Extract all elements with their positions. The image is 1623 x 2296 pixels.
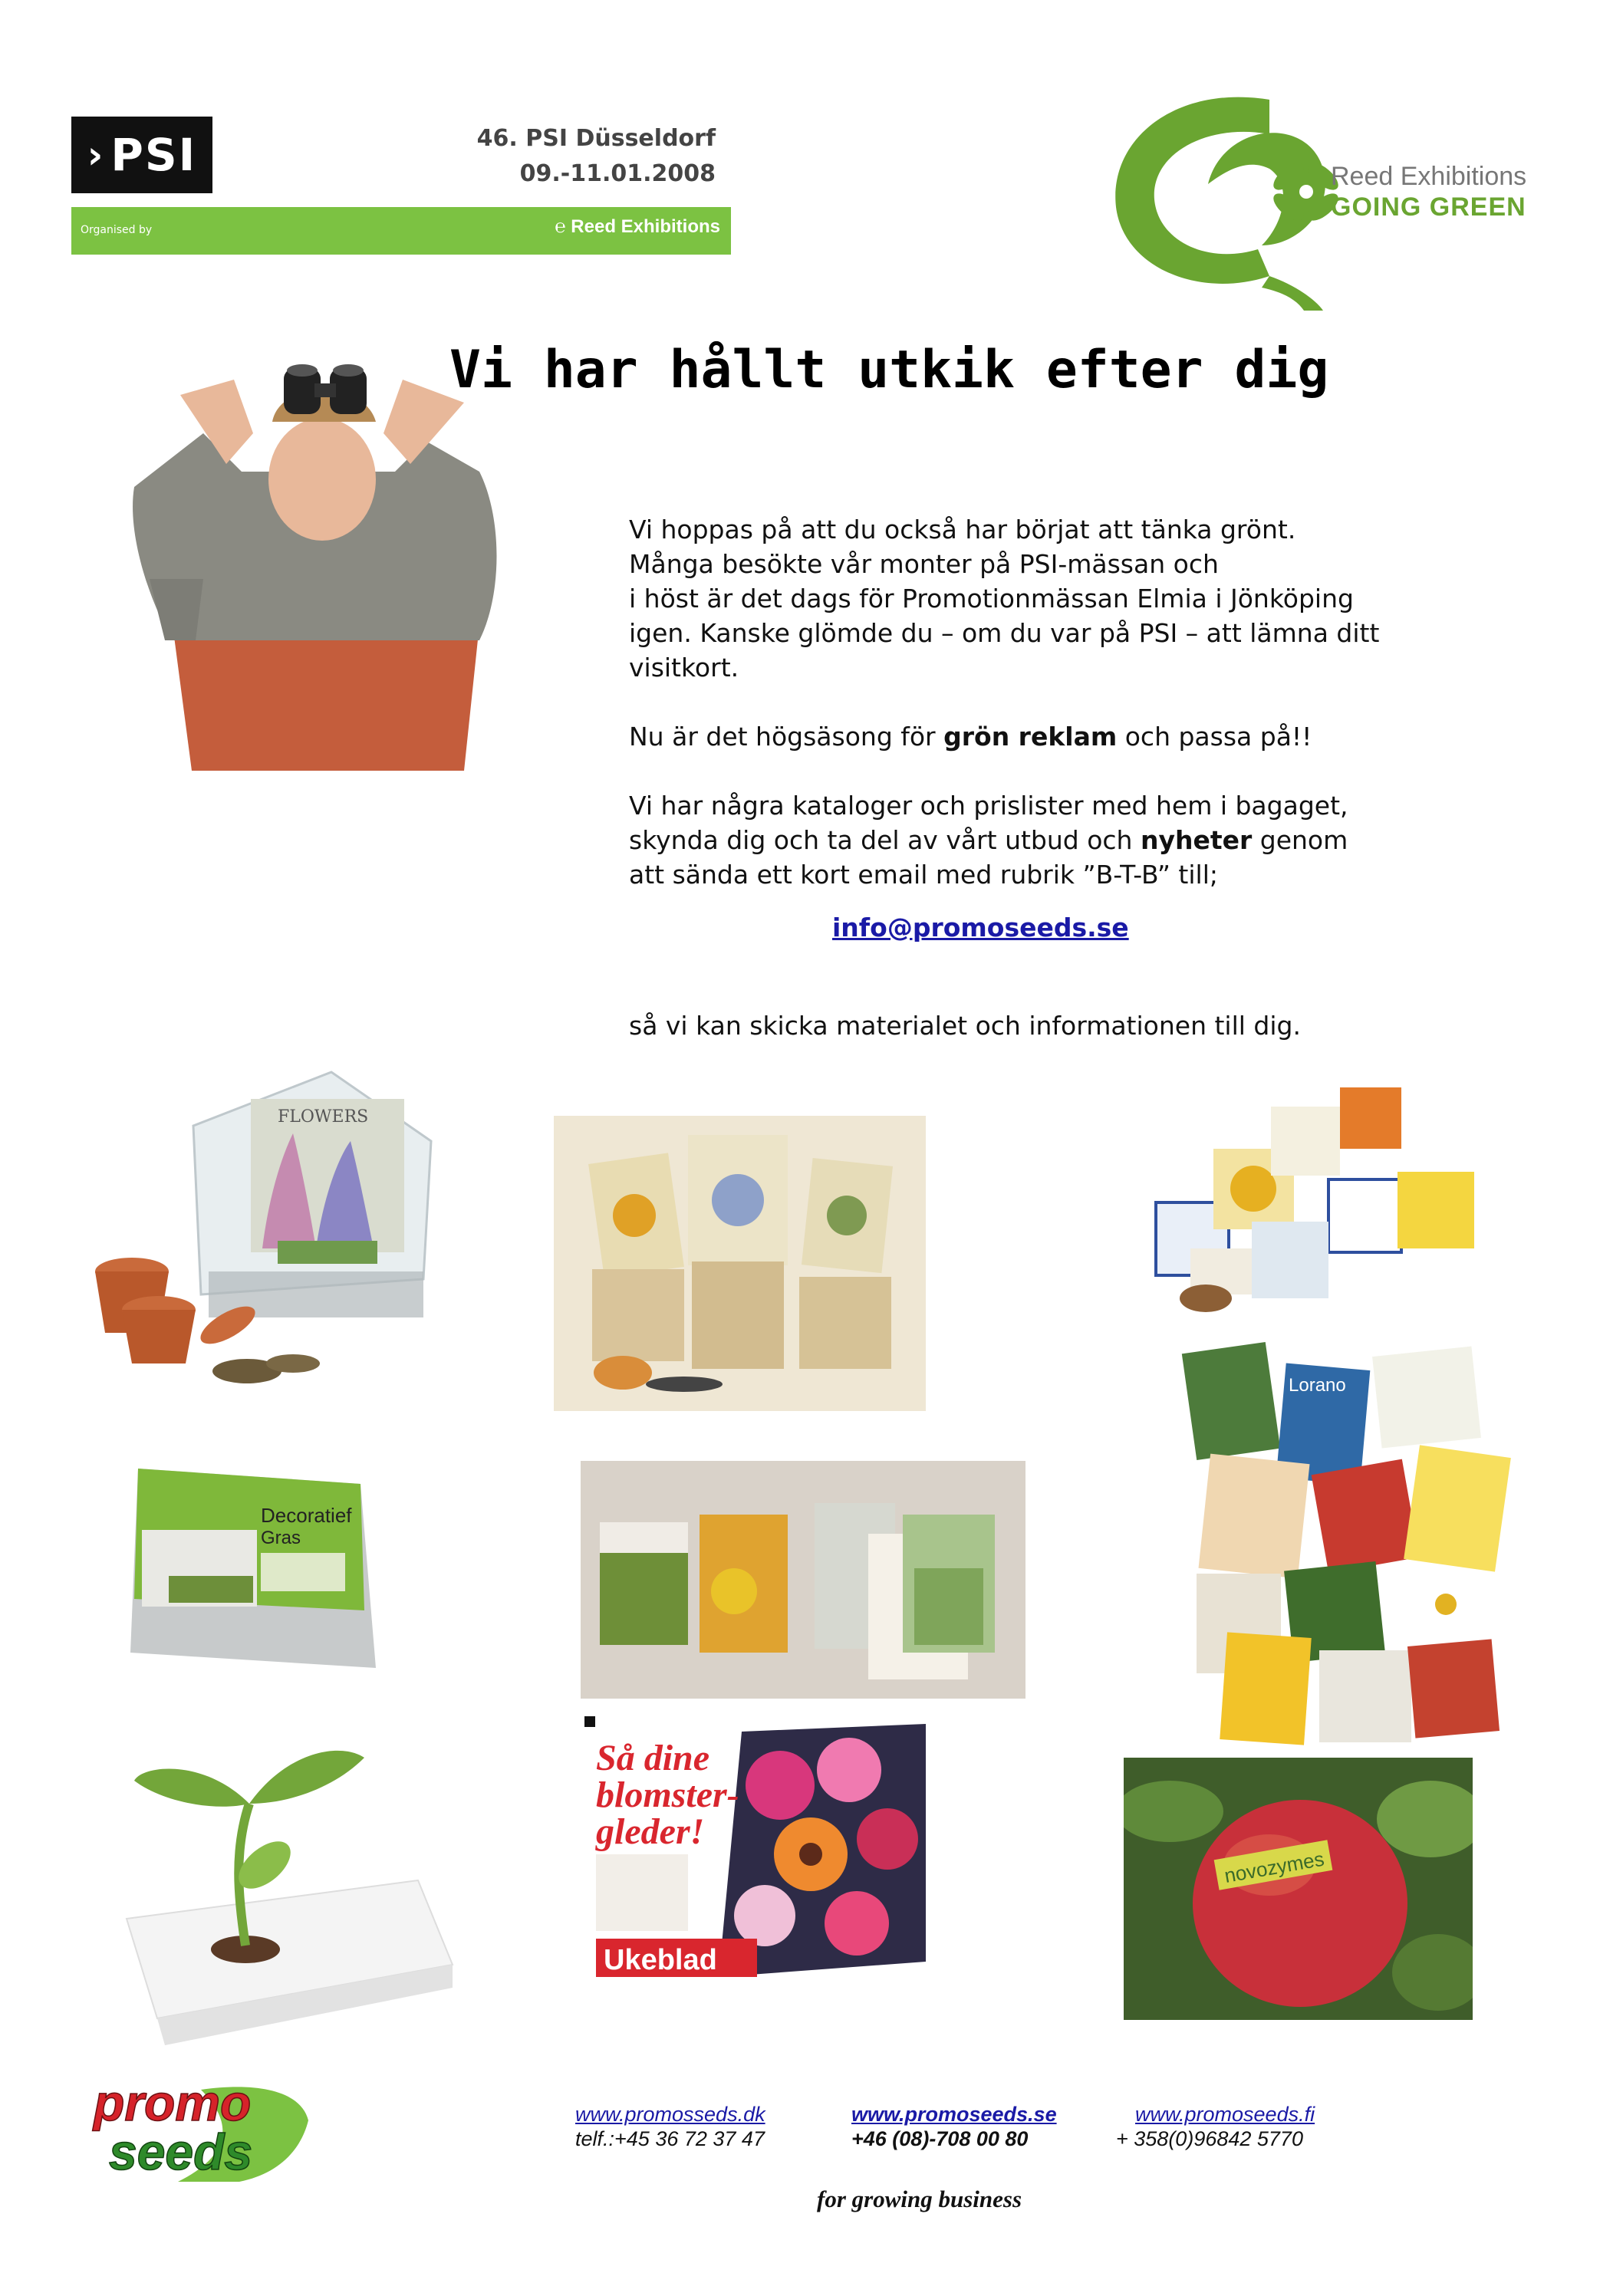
- body-line-green-ads: Nu är det högsäsong för grön reklam och passa på!!: [629, 722, 1312, 752]
- product-branded-apple-image: [1124, 1758, 1473, 2020]
- product-seed-cubes-image: [1144, 1087, 1482, 1317]
- body-line: Vi hoppas på att du också har börjat att tänka grönt.: [629, 515, 1296, 544]
- psi-banner: [71, 113, 731, 255]
- chevron-right-icon: ›: [87, 133, 105, 177]
- psi-event-title: 46. PSI Düsseldorf: [476, 125, 716, 152]
- reed-going-green-text: [1331, 161, 1526, 222]
- psi-green-strip: [71, 207, 731, 255]
- psi-organised-by: Organised by: [81, 224, 153, 236]
- body-line: visitkort.: [629, 653, 739, 683]
- product-seed-packets-image: [1181, 1336, 1511, 1750]
- product-decoratief-gras-image: [123, 1461, 384, 1676]
- product-seed-cans-image: [581, 1461, 1025, 1699]
- going-green-label: GOING GREEN: [1331, 192, 1526, 222]
- product-greenhouse-kit-image: [86, 1049, 462, 1402]
- sa-dine-line3: gleder!: [596, 1811, 705, 1852]
- seeds-logo-text: seeds: [109, 2123, 253, 2180]
- product-seed-boxes-image: [554, 1116, 926, 1411]
- boy-with-binoculars-image: [119, 349, 510, 771]
- psi-logo: [71, 117, 212, 193]
- page-title: Vi har hållt utkik efter dig: [449, 340, 1329, 400]
- decoratief-title: Decoratief: [261, 1504, 352, 1527]
- se-phone: +46 (08)-708 00 80: [851, 2127, 1029, 2150]
- sa-dine-line2: blomster-: [596, 1775, 739, 1815]
- body-line: igen. Kanske glömde du – om du var på PSI – att lämna ditt: [629, 618, 1380, 648]
- fi-phone: + 358(0)96842 5770: [1116, 2127, 1303, 2150]
- body-line: Vi har några kataloger och prislister med hem i bagaget,: [629, 791, 1348, 821]
- body-text: [629, 512, 1511, 892]
- body-line: Många besökte vår monter på PSI-mässan och: [629, 549, 1219, 579]
- dk-website-link[interactable]: www.promosseds.dk: [575, 2103, 765, 2126]
- fi-website-link[interactable]: www.promoseeds.fi: [1135, 2103, 1315, 2126]
- promoseeds-logo: [86, 2074, 316, 2182]
- psi-reed-mark: ℮ Reed Exhibitions: [555, 216, 720, 237]
- flowers-label: FLOWERS: [278, 1107, 369, 1127]
- reed-swirl-icon: ℮: [555, 216, 571, 237]
- decoratief-subtitle: Gras: [261, 1528, 301, 1548]
- novozymes-label: novozymes: [1222, 1847, 1326, 1888]
- tagline: for growing business: [817, 2186, 1022, 2212]
- sa-dine-line1: Så dine: [596, 1738, 710, 1778]
- psi-logo-text: PSI: [110, 129, 197, 181]
- dk-phone: telf.:+45 36 72 37 47: [575, 2127, 765, 2150]
- body-line-news: skynda dig och ta del av vårt utbud och nyheter genom: [629, 825, 1348, 855]
- product-seedling-image: [111, 1712, 460, 2053]
- email-line: [832, 913, 1129, 942]
- psi-event-dates: 09.-11.01.2008: [519, 160, 716, 187]
- email-link[interactable]: info@promoseeds.se: [832, 913, 1129, 942]
- product-blomstergleder-magazine-image: [581, 1716, 926, 1988]
- body-line: att sända ett kort email med rubrik ”B-T-B” till;: [629, 860, 1218, 890]
- se-website-link[interactable]: www.promoseeds.se: [851, 2103, 1057, 2126]
- promo-logo-text: promo: [94, 2074, 252, 2131]
- body-line: i höst är det dags för Promotionmässan Elmia i Jönköping: [629, 584, 1354, 613]
- reed-exhibitions-label: Reed Exhibitions: [1331, 162, 1527, 191]
- lorano-label: Lorano: [1289, 1375, 1346, 1396]
- ukeblad-label: Ukeblad: [604, 1944, 717, 1976]
- psi-event-info: [477, 121, 716, 192]
- closing-text: så vi kan skicka materialet och informationen till dig.: [629, 1011, 1301, 1041]
